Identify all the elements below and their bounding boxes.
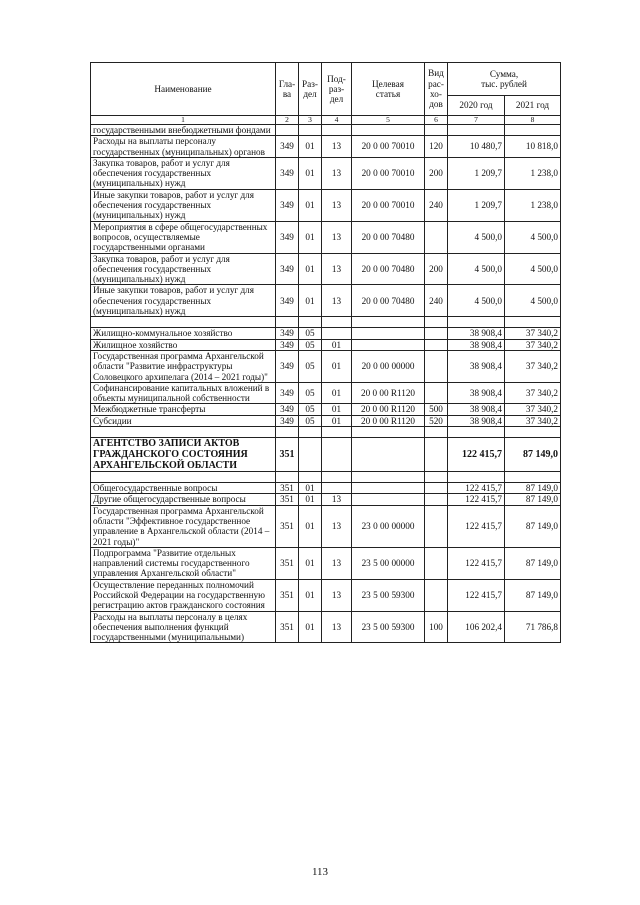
table-row <box>91 483 561 494</box>
sum-2021-cell: 4 500,0 <box>505 221 561 253</box>
blank-row <box>91 472 561 483</box>
glava-cell: 349 <box>276 189 299 221</box>
expense-type-cell <box>425 382 448 404</box>
razdel-cell: 01 <box>299 494 322 505</box>
blank-cell <box>299 472 322 483</box>
target-article-cell: 23 5 00 59300 <box>352 611 425 643</box>
razdel-cell: 01 <box>299 157 322 189</box>
target-article-cell: 23 5 00 00000 <box>352 547 425 579</box>
expense-type-cell: 240 <box>425 189 448 221</box>
row-name: Государственная программа Архангельской области "Развитие инфраструктуры Соловецкого архипелага (2014 – 2021 годы)" <box>91 350 276 382</box>
sum-2021-cell: 87 149,0 <box>505 483 561 494</box>
razdel-cell: 01 <box>299 505 322 547</box>
col-name-header: Наименование <box>91 63 276 116</box>
blank-cell <box>425 472 448 483</box>
expense-type-cell: 520 <box>425 415 448 426</box>
row-name: Субсидии <box>91 415 276 426</box>
sum-2021-cell: 10 818,0 <box>505 136 561 158</box>
glava-cell: 351 <box>276 505 299 547</box>
podrazdel-cell: 13 <box>322 547 352 579</box>
target-article-cell: 20 0 00 70480 <box>352 253 425 285</box>
target-article-cell: 20 0 00 70480 <box>352 221 425 253</box>
table-row <box>91 189 561 221</box>
table-row <box>91 382 561 404</box>
row-name: Иные закупки товаров, работ и услуг для обеспечения государственных (муниципальных) нужд <box>91 189 276 221</box>
razdel-cell: 01 <box>299 579 322 611</box>
blank-cell <box>91 472 276 483</box>
blank-cell <box>505 472 561 483</box>
glava-cell: 349 <box>276 221 299 253</box>
row-name: Софинансирование капитальных вложений в объекты муниципальной собственности <box>91 382 276 404</box>
sum-2021-cell: 71 786,8 <box>505 611 561 643</box>
podrazdel-cell: 13 <box>322 611 352 643</box>
expense-type-cell <box>425 494 448 505</box>
sum-2020-cell: 122 415,7 <box>448 438 505 472</box>
table-row <box>91 253 561 285</box>
podrazdel-cell: 13 <box>322 505 352 547</box>
glava-cell: 351 <box>276 438 299 472</box>
blank-cell <box>276 317 299 328</box>
expense-type-cell: 240 <box>425 285 448 317</box>
expense-type-cell <box>425 547 448 579</box>
sum-2020-cell: 122 415,7 <box>448 547 505 579</box>
blank-cell <box>91 317 276 328</box>
podrazdel-cell: 13 <box>322 579 352 611</box>
sum-2020-cell: 38 908,4 <box>448 415 505 426</box>
sum-2020-cell: 1 209,7 <box>448 157 505 189</box>
razdel-cell: 01 <box>299 483 322 494</box>
razdel-cell: 05 <box>299 382 322 404</box>
glava-cell <box>276 125 299 136</box>
table-row <box>91 505 561 547</box>
podrazdel-cell <box>322 328 352 339</box>
index-cell: 7 <box>448 116 505 125</box>
podrazdel-cell: 13 <box>322 157 352 189</box>
podrazdel-cell: 01 <box>322 382 352 404</box>
table-row <box>91 415 561 426</box>
target-article-cell: 20 0 00 R1120 <box>352 382 425 404</box>
row-name: Иные закупки товаров, работ и услуг для обеспечения государственных (муниципальных) нужд <box>91 285 276 317</box>
razdel-cell <box>299 125 322 136</box>
sum-2021-cell: 37 340,2 <box>505 328 561 339</box>
agency-row <box>91 438 561 472</box>
row-name: Мероприятия в сфере общегосударственных вопросов, осуществляемые государственными органами <box>91 221 276 253</box>
expense-type-cell <box>425 505 448 547</box>
table-row <box>91 494 561 505</box>
razdel-cell: 01 <box>299 221 322 253</box>
sum-2021-cell: 1 238,0 <box>505 157 561 189</box>
col-target-header: Целевая статья <box>352 63 425 116</box>
glava-cell: 349 <box>276 404 299 415</box>
sum-2021-cell: 37 340,2 <box>505 382 561 404</box>
blank-cell <box>448 317 505 328</box>
col-year1-header: 2020 год <box>448 96 505 116</box>
expense-type-cell: 100 <box>425 611 448 643</box>
glava-cell: 349 <box>276 136 299 158</box>
target-article-cell <box>352 483 425 494</box>
target-article-cell: 20 0 00 70010 <box>352 157 425 189</box>
blank-cell <box>322 317 352 328</box>
glava-cell: 349 <box>276 285 299 317</box>
sum-2021-cell: 37 340,2 <box>505 404 561 415</box>
podrazdel-cell: 01 <box>322 350 352 382</box>
target-article-cell: 20 0 00 70010 <box>352 136 425 158</box>
razdel-cell: 01 <box>299 285 322 317</box>
glava-cell: 349 <box>276 339 299 350</box>
sum-2020-cell: 106 202,4 <box>448 611 505 643</box>
razdel-cell <box>299 438 322 472</box>
sum-2020-cell: 1 209,7 <box>448 189 505 221</box>
row-name: Жилищное хозяйство <box>91 339 276 350</box>
budget-table <box>90 62 561 643</box>
blank-cell <box>299 317 322 328</box>
sum-2020-cell <box>448 125 505 136</box>
blank-cell <box>322 472 352 483</box>
razdel-cell: 01 <box>299 547 322 579</box>
target-article-cell <box>352 438 425 472</box>
blank-cell <box>276 472 299 483</box>
target-article-cell: 23 0 00 00000 <box>352 505 425 547</box>
razdel-cell: 01 <box>299 253 322 285</box>
blank-cell <box>91 427 276 438</box>
sum-2020-cell: 4 500,0 <box>448 285 505 317</box>
blank-row <box>91 317 561 328</box>
podrazdel-cell <box>322 483 352 494</box>
podrazdel-cell: 13 <box>322 285 352 317</box>
podrazdel-cell <box>322 438 352 472</box>
row-name: Государственная программа Архангельской области "Эффективное государственное управление в Архангельской области (2014 – 2021 годы)" <box>91 505 276 547</box>
podrazdel-cell: 01 <box>322 339 352 350</box>
target-article-cell: 20 0 00 R1120 <box>352 404 425 415</box>
razdel-cell: 01 <box>299 136 322 158</box>
sum-2020-cell: 38 908,4 <box>448 404 505 415</box>
podrazdel-cell: 01 <box>322 415 352 426</box>
expense-type-cell <box>425 221 448 253</box>
index-cell: 4 <box>322 116 352 125</box>
expense-type-cell: 200 <box>425 157 448 189</box>
expense-type-cell <box>425 339 448 350</box>
razdel-cell: 05 <box>299 415 322 426</box>
podrazdel-cell <box>322 125 352 136</box>
blank-cell <box>299 427 322 438</box>
target-article-cell <box>352 328 425 339</box>
sum-2021-cell: 1 238,0 <box>505 189 561 221</box>
col-razdel-header: Раз- дел <box>299 63 322 116</box>
col-podrazdel-header: Под- раз- дел <box>322 63 352 116</box>
blank-cell <box>352 427 425 438</box>
expense-type-cell <box>425 328 448 339</box>
glava-cell: 351 <box>276 547 299 579</box>
sum-2021-cell <box>505 125 561 136</box>
expense-type-cell <box>425 438 448 472</box>
expense-type-cell: 120 <box>425 136 448 158</box>
glava-cell: 349 <box>276 350 299 382</box>
blank-cell <box>352 317 425 328</box>
row-name: Закупка товаров, работ и услуг для обеспечения государственных (муниципальных) нужд <box>91 157 276 189</box>
row-name: Подпрограмма "Развитие отдельных направлений системы государственного управления Архангельской области" <box>91 547 276 579</box>
target-article-cell: 20 0 00 70480 <box>352 285 425 317</box>
sum-2021-cell: 4 500,0 <box>505 285 561 317</box>
table-row <box>91 350 561 382</box>
col-sum-header: Сумма, тыс. рублей <box>448 63 561 96</box>
column-index-row <box>91 116 561 125</box>
table-body <box>91 125 561 643</box>
expense-type-cell <box>425 483 448 494</box>
podrazdel-cell: 13 <box>322 189 352 221</box>
index-cell: 8 <box>505 116 561 125</box>
glava-cell: 349 <box>276 253 299 285</box>
sum-2021-cell: 87 149,0 <box>505 579 561 611</box>
expense-type-cell <box>425 125 448 136</box>
glava-cell: 349 <box>276 382 299 404</box>
table-row <box>91 404 561 415</box>
table-row <box>91 579 561 611</box>
blank-cell <box>425 317 448 328</box>
podrazdel-cell: 13 <box>322 494 352 505</box>
blank-cell <box>448 427 505 438</box>
blank-cell <box>505 317 561 328</box>
table-row <box>91 157 561 189</box>
row-name: Осуществление переданных полномочий Российской Федерации на государственную регистрацию актов гражданского состояния <box>91 579 276 611</box>
glava-cell: 349 <box>276 328 299 339</box>
expense-type-cell <box>425 579 448 611</box>
table-row <box>91 339 561 350</box>
sum-2021-cell: 87 149,0 <box>505 494 561 505</box>
podrazdel-cell: 01 <box>322 404 352 415</box>
glava-cell: 351 <box>276 483 299 494</box>
podrazdel-cell: 13 <box>322 221 352 253</box>
glava-cell: 351 <box>276 579 299 611</box>
blank-cell <box>352 472 425 483</box>
target-article-cell: 20 0 00 00000 <box>352 350 425 382</box>
row-name: Межбюджетные трансферты <box>91 404 276 415</box>
glava-cell: 349 <box>276 415 299 426</box>
col-year2-header: 2021 год <box>505 96 561 116</box>
podrazdel-cell: 13 <box>322 136 352 158</box>
row-name: Закупка товаров, работ и услуг для обеспечения государственных (муниципальных) нужд <box>91 253 276 285</box>
target-article-cell: 20 0 00 70010 <box>352 189 425 221</box>
expense-type-cell: 500 <box>425 404 448 415</box>
index-cell: 5 <box>352 116 425 125</box>
row-name: Общегосударственные вопросы <box>91 483 276 494</box>
table-row <box>91 547 561 579</box>
target-article-cell <box>352 339 425 350</box>
sum-2020-cell: 38 908,4 <box>448 382 505 404</box>
sum-2021-cell: 37 340,2 <box>505 415 561 426</box>
blank-cell <box>322 427 352 438</box>
podrazdel-cell: 13 <box>322 253 352 285</box>
razdel-cell: 01 <box>299 611 322 643</box>
sum-2020-cell: 38 908,4 <box>448 339 505 350</box>
sum-2020-cell: 10 480,7 <box>448 136 505 158</box>
glava-cell: 351 <box>276 494 299 505</box>
index-cell: 1 <box>91 116 276 125</box>
sum-2021-cell: 87 149,0 <box>505 547 561 579</box>
row-name: Расходы на выплаты персоналу в целях обеспечения выполнения функций государственными (муниципальными) <box>91 611 276 643</box>
table-row <box>91 136 561 158</box>
table-row <box>91 125 561 136</box>
razdel-cell: 05 <box>299 328 322 339</box>
blank-row <box>91 427 561 438</box>
blank-cell <box>276 427 299 438</box>
blank-cell <box>425 427 448 438</box>
sum-2020-cell: 122 415,7 <box>448 579 505 611</box>
row-name: государственными внебюджетными фондами <box>91 125 276 136</box>
sum-2020-cell: 38 908,4 <box>448 328 505 339</box>
target-article-cell <box>352 494 425 505</box>
col-glava-header: Гла- ва <box>276 63 299 116</box>
blank-cell <box>448 472 505 483</box>
sum-2021-cell: 4 500,0 <box>505 253 561 285</box>
table-row <box>91 221 561 253</box>
sum-2021-cell: 37 340,2 <box>505 339 561 350</box>
page-number: 113 <box>311 866 329 878</box>
sum-2020-cell: 122 415,7 <box>448 483 505 494</box>
blank-cell <box>505 427 561 438</box>
razdel-cell: 05 <box>299 339 322 350</box>
row-name: АГЕНТСТВО ЗАПИСИ АКТОВ ГРАЖДАНСКОГО СОСТОЯНИЯ АРХАНГЕЛЬСКОЙ ОБЛАСТИ <box>91 438 276 472</box>
row-name: Другие общегосударственные вопросы <box>91 494 276 505</box>
row-name: Жилищно-коммунальное хозяйство <box>91 328 276 339</box>
sum-2020-cell: 4 500,0 <box>448 253 505 285</box>
sum-2020-cell: 38 908,4 <box>448 350 505 382</box>
expense-type-cell <box>425 350 448 382</box>
target-article-cell: 23 5 00 59300 <box>352 579 425 611</box>
sum-2021-cell: 87 149,0 <box>505 505 561 547</box>
index-cell: 6 <box>425 116 448 125</box>
index-cell: 2 <box>276 116 299 125</box>
table-row <box>91 328 561 339</box>
sum-2020-cell: 4 500,0 <box>448 221 505 253</box>
target-article-cell: 20 0 00 R1120 <box>352 415 425 426</box>
razdel-cell: 05 <box>299 404 322 415</box>
sum-2020-cell: 122 415,7 <box>448 505 505 547</box>
razdel-cell: 05 <box>299 350 322 382</box>
table-row <box>91 611 561 643</box>
table-row <box>91 285 561 317</box>
sum-2021-cell: 87 149,0 <box>505 438 561 472</box>
sum-2020-cell: 122 415,7 <box>448 494 505 505</box>
index-cell: 3 <box>299 116 322 125</box>
target-article-cell <box>352 125 425 136</box>
sum-2021-cell: 37 340,2 <box>505 350 561 382</box>
glava-cell: 351 <box>276 611 299 643</box>
row-name: Расходы на выплаты персоналу государственных (муниципальных) органов <box>91 136 276 158</box>
col-vid-header: Вид рас- хо- дов <box>425 63 448 116</box>
expense-type-cell: 200 <box>425 253 448 285</box>
razdel-cell: 01 <box>299 189 322 221</box>
glava-cell: 349 <box>276 157 299 189</box>
